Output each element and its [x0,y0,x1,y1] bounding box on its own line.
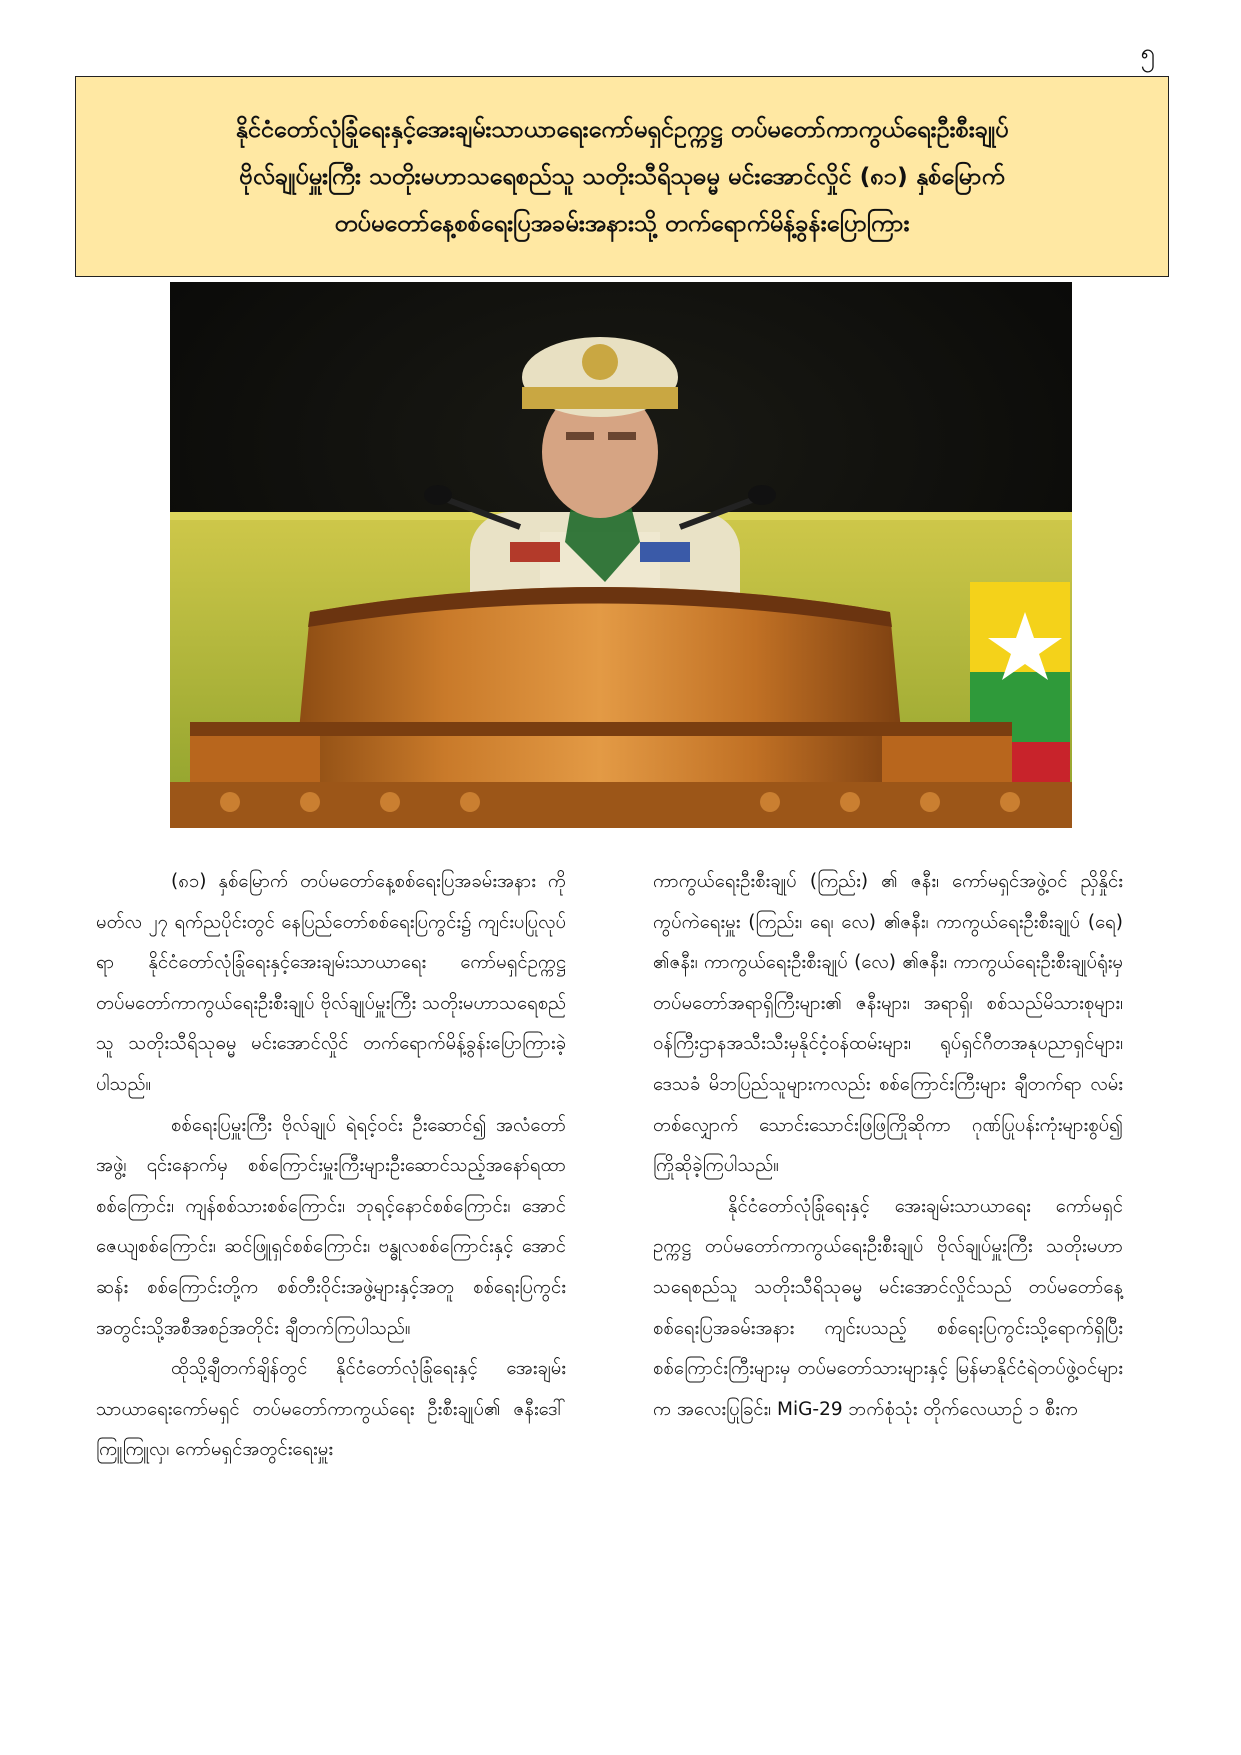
paragraph: ထိုသို့ချီတက်ချိန်တွင် နိုင်ငံတော်လုံခြုံရေးနှင့် အေးချမ်းသာယာရေးကော်မရှင် တပ်မတော်ကာကွယ်ရေး ဦးစီးချုပ်၏ ဇနီးဒေါ်ကြူကြူလှ၊ ကော်မရှင်အတွင်းရေးမှူး [96,1358,566,1461]
article-column-left [96,862,566,1471]
headline-line-1: နိုင်ငံတော်လုံခြုံရေးနှင့်အေးချမ်းသာယာရေးကော်မရှင်ဥက္ကဋ္ဌ တပ်မတော်ကာကွယ်ရေးဦးစီးချုပ် [235,115,1009,143]
news-photo [170,282,1072,828]
paragraph: နိုင်ငံတော်လုံခြုံရေးနှင့် အေးချမ်းသာယာရေး ကော်မရှင်ဥက္ကဋ္ဌ တပ်မတော်ကာကွယ်ရေးဦးစီးချုပ် ဗိုလ်ချုပ်မှူးကြီး သတိုးမဟာသရေစည်သူ သတိုးသီရိသုဓမ္မ မင်းအောင်လှိုင်သည် တပ်မတော်နေ့ စစ်ရေးပြအခမ်းအနား ကျင်းပသည့် စစ်ရေးပြကွင်းသို့ရောက်ရှိပြီး စစ်ကြောင်းကြီးများမှ တပ်မတော်သားများနှင့် မြန်မာနိုင်ငံရဲတပ်ဖွဲ့ဝင်များက အလေးပြုခြင်း၊ MiG-29 ဘက်စုံသုံး တိုက်လေယာဉ် ၁ စီးက [653,1195,1123,1420]
paragraph: စစ်ရေးပြမှူးကြီး ဗိုလ်ချုပ် ရဲရင့်ဝင်း ဦးဆောင်၍ အလံတော်အဖွဲ့၊ ၎င်းနောက်မှ စစ်ကြောင်းမှူးကြီးများဦးဆောင်သည့်အနော်ရထာစစ်ကြောင်း၊ ကျန်စစ်သားစစ်ကြောင်း၊ ဘုရင့်နောင်စစ်ကြောင်း၊ အောင်ဇေယျစစ်ကြောင်း၊ ဆင်ဖြူရှင်စစ်ကြောင်း၊ ဗန္ဓုလစစ်ကြောင်းနှင့် အောင်ဆန်း စစ်ကြောင်းတို့က စစ်တီးဝိုင်းအဖွဲ့များနှင့်အတူ စစ်ရေးပြကွင်းအတွင်းသို့အစီအစဉ်အတိုင်း ချီတက်ကြပါသည်။ [96,1114,566,1339]
photo-commander-at-podium-icon [170,282,1072,828]
paragraph: ကာကွယ်ရေးဦးစီးချုပ် (ကြည်း) ၏ ဇနီး၊ ကော်မရှင်အဖွဲ့ဝင် ညှိနှိုင်းကွပ်ကဲရေးမှူး (ကြည်း၊ ရေ၊ လေ) ၏ဇနီး၊ ကာကွယ်ရေးဦးစီးချုပ် (ရေ) ၏ဇနီး၊ ကာကွယ်ရေးဦးစီးချုပ် (လေ) ၏ဇနီး၊ ကာကွယ်ရေးဦးစီးချုပ်ရုံးမှ တပ်မတော်အရာရှိကြီးများ၏ ဇနီးများ၊ အရာရှိ၊ စစ်သည်မိသားစုများ၊ ဝန်ကြီးဌာနအသီးသီးမှနိုင်ငံ့ဝန်ထမ်းများ၊ ရုပ်ရှင်ဂီတအနုပညာရှင်များ၊ ဒေသခံ မိဘပြည်သူများကလည်း စစ်ကြောင်းကြီးများ ချီတက်ရာ လမ်းတစ်လျှောက် သောင်းသောင်းဖြဖြကြိုဆိုကာ ဂုဏ်ပြုပန်းကုံးများစွပ်၍ ကြိုဆိုခဲ့ကြပါသည်။ [653,871,1123,1177]
headline-line-2: ဗိုလ်ချုပ်မှူးကြီး သတိုးမဟာသရေစည်သူ သတိုးသီရိသုဓမ္မ မင်းအောင်လှိုင် (၈၁) နှစ်မြောက် [239,162,1005,190]
article-column-right [653,862,1123,1430]
headline-line-3: တပ်မတော်နေ့စစ်ရေးပြအခမ်းအနားသို့ တက်ရောက်မိန့်ခွန်းပြောကြား [334,209,910,237]
paragraph: (၈၁) နှစ်မြောက် တပ်မတော်နေ့စစ်ရေးပြအခမ်းအနား ကိုမတ်လ ၂၇ ရက်ညပိုင်းတွင် နေပြည်တော်စစ်ရေးပြကွင်း၌ ကျင်းပပြုလုပ်ရာ နိုင်ငံတော်လုံခြုံရေးနှင့်အေးချမ်းသာယာရေး ကော်မရှင်ဥက္ကဋ္ဌ တပ်မတော်ကာကွယ်ရေးဦးစီးချုပ် ဗိုလ်ချုပ်မှူးကြီး သတိုးမဟာသရေစည်သူ သတိုးသီရိသုဓမ္မ မင်းအောင်လှိုင် တက်ရောက်မိန့်ခွန်းပြောကြားခဲ့ပါသည်။ [96,871,566,1095]
headline-box [75,76,1169,277]
page-number: ၅ [1140,38,1155,68]
